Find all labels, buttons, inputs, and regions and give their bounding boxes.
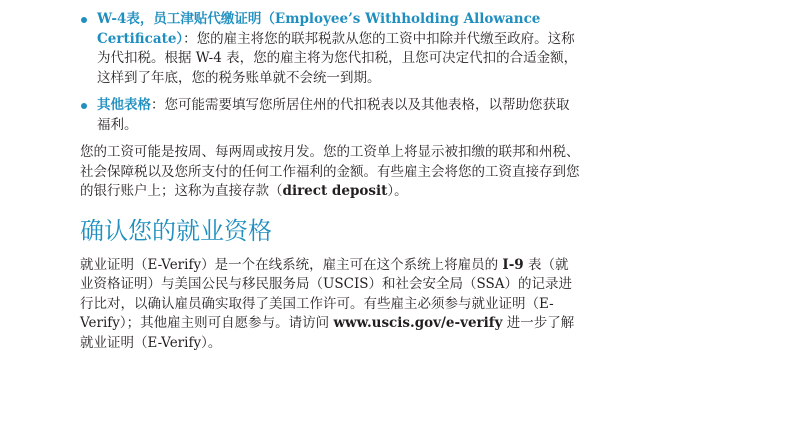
- list-item-other-forms: [80, 96, 580, 135]
- bullet-icon: [81, 103, 87, 109]
- w4-description: ：您的雇主将您的联邦税款从您的工资中扣除并代缴至政府。这称为代扣税。根据 W-4 表，您的雇主将为您代扣税，且您可决定代扣的合适金额，这样到了年底，您的税务账单就不会统一到期。: [97, 30, 578, 86]
- direct-deposit-term: direct deposit: [282, 183, 388, 199]
- other-forms-term: 其他表格: [97, 97, 151, 113]
- everify-paragraph: [80, 256, 580, 354]
- other-forms-description: ：您可能需要填写您所居住州的代扣税表以及其他表格，以帮助您获取福利。: [97, 97, 570, 133]
- section-heading: 确认您的就业资格: [80, 216, 272, 245]
- page-content: [80, 10, 580, 353]
- everify-text-3: 进一步了解就业证明（E-Verify）。: [80, 315, 575, 351]
- everify-link[interactable]: www.uscis.gov/e-verify: [333, 315, 503, 331]
- everify-text-2: 表（就业资格证明）与美国公民与移民服务局（USCIS）和社会安全局（SSA）的记录进行比对，以确认雇员确实取得了美国工作许可。有些雇主必须参与就业证明（E-Verify）；其他雇主则可自愿参与。请访问: [80, 256, 573, 331]
- w4-term: W-4表，员工津贴代缴证明（Employee’s Withholding Allowance Certificate）: [97, 11, 541, 47]
- pay-end: ）。: [387, 183, 408, 199]
- pay-text: 您的工资可能是按周、每两周或按月发。您的工资单上将显示被扣缴的联邦和州税、社会保障税以及您所支付的任何工作福利的金额。有些雇主会将您的工资直接存到您的银行账户上；这称为直接存款（: [80, 144, 580, 199]
- pay-paragraph: [80, 143, 580, 202]
- bullet-icon: [81, 17, 87, 23]
- form-list: [80, 10, 580, 135]
- everify-text-1: 就业证明（E-Verify）是一个在线系统，雇主可在这个系统上将雇员的: [80, 256, 503, 273]
- list-item-w4: [80, 10, 580, 88]
- i9-form-term: I-9: [502, 256, 524, 273]
